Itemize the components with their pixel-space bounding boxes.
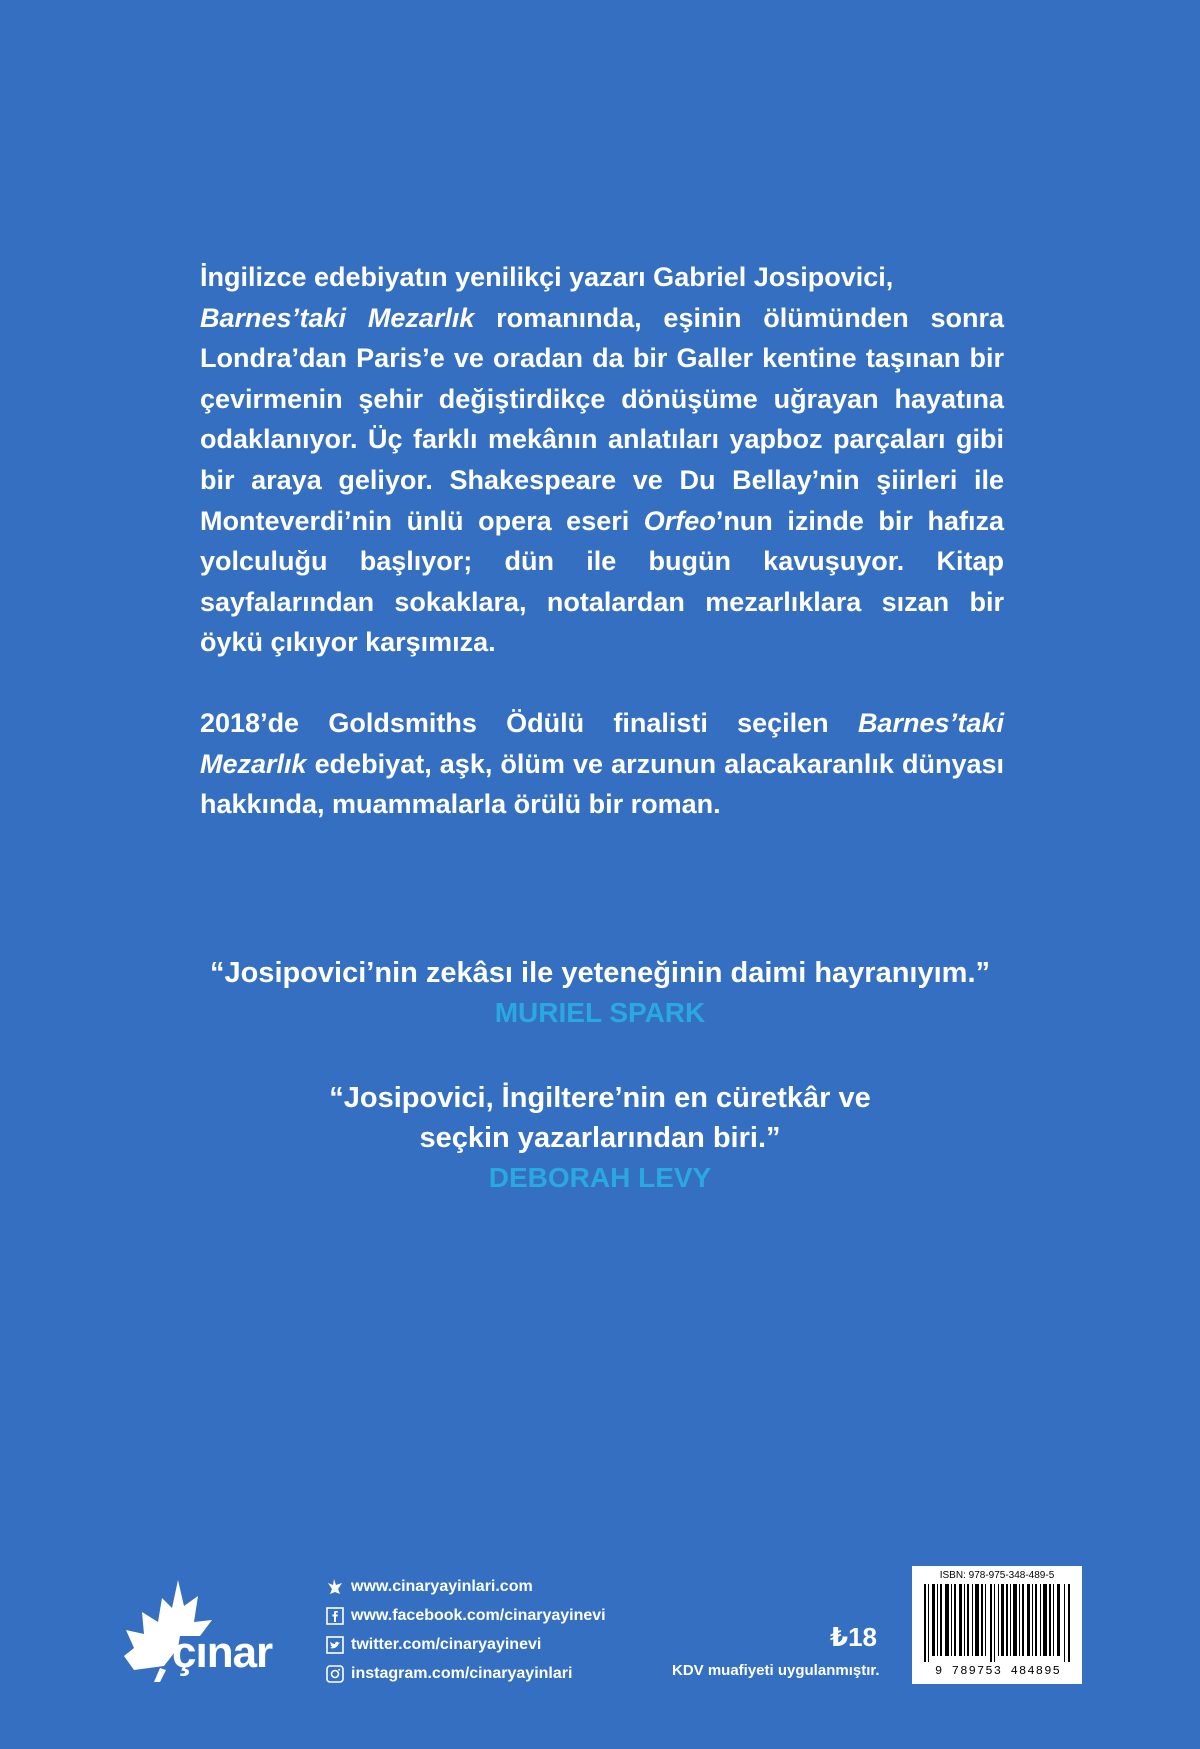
contact-text: www.facebook.com/cinaryayinevi [351,1607,606,1624]
book-title-italic: Barnes’taki Mezarlık [200,302,475,333]
quote-text: seçkin yazarlarından biri.” [419,1122,781,1154]
publisher-logo [120,1578,310,1688]
contact-twitter[interactable] [325,1630,606,1659]
contact-website[interactable] [325,1572,606,1601]
book-title-italic-2: Barnes’taki Mezarlık [200,707,1004,779]
contact-text: twitter.com/cinaryayinevi [351,1636,542,1653]
contact-facebook[interactable] [325,1601,606,1630]
quote-muriel-spark [0,953,1200,1033]
review-quotes [0,953,1200,1198]
blurb-p2-text-1: 2018’de Goldsmiths Ödülü finalisti seçilen [200,707,858,738]
contact-instagram[interactable] [325,1659,606,1688]
price: ₺18 [830,1622,878,1652]
facebook-icon [325,1606,345,1626]
contact-text: www.cinaryayinlari.com [351,1578,533,1595]
isbn-label: ISBN: 978-975-348-489-5 [939,1570,1055,1581]
quote-text: “Josipovici’nin zekâsı ile yeteneğinin daimi hayranıyım.” [209,957,991,989]
barcode-bars [924,1584,1072,1662]
blurb-paragraph-2 [200,703,1004,825]
quote-author: DEBORAH LEVY [488,1162,712,1193]
quote-text: “Josipovici, İngiltere’nin en cüretkâr ve [329,1082,871,1114]
blurb-p2-text-2: edebiyat, aşk, ölüm ve arzunun alacakaranlık dünyası hakkında, muammalarla örülü bir roman. [200,748,1004,820]
isbn-barcode [912,1566,1082,1684]
blurb-paragraph-1 [200,257,1004,663]
twitter-icon [325,1635,345,1655]
vat-note: KDV muafiyeti uygulanmıştır. [672,1662,880,1679]
blurb-p1-text-3: ’nun izinde bir hafıza yolculuğu başlıyor; dün ile bugün kavuşuyor. Kitap sayfalarından sokaklara, notalardan mezarlıklara sızan bir öykü çıkıyor karşımıza. [200,505,1004,658]
publisher-contacts [325,1572,606,1688]
quote-author: MURIEL SPARK [494,997,706,1028]
contact-text: instagram.com/cinaryayinlari [351,1665,573,1682]
back-cover-blurb [200,257,1004,825]
publisher-logo-text: çınar [172,1628,273,1677]
instagram-icon [325,1664,345,1684]
blurb-p1-text-1: İngilizce edebiyatın yenilikçi yazarı Gabriel Josipovici, [200,262,894,292]
web-icon [325,1577,345,1597]
blurb-p1-text-2: romanında, eşinin ölümünden sonra Londra’dan Paris’e ve oradan da bir Galler kentine taşınan bir çevirmenin şehir değiştirdikçe dönüşüme uğrayan hayatına odaklanıyor. Üç farklı mekânın anlatıları yapboz parçaları gibi bir araya geliyor. Shakespeare ve Du Bellay’nin şiirleri ile Monteverdi’nin ünlü opera eseri [200,302,1004,536]
barcode-digits: 9 789753 484895 [934,1664,1062,1678]
work-title-italic: Orfeo [643,505,716,536]
quote-deborah-levy [0,1078,1200,1198]
